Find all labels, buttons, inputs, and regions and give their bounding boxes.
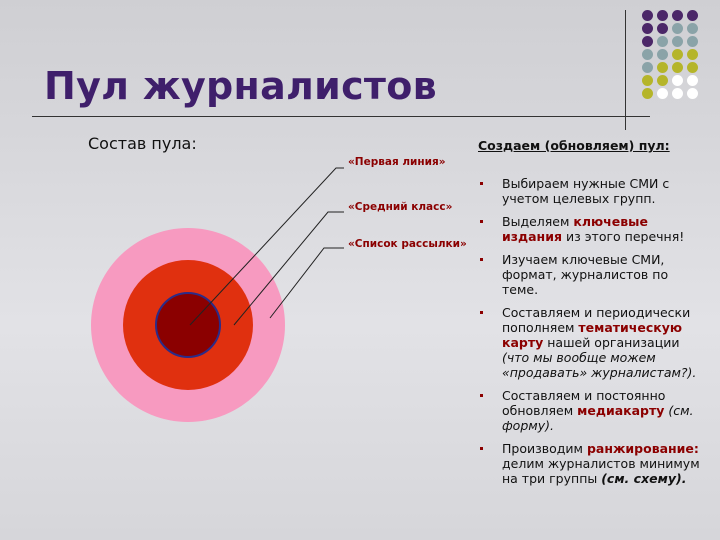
step-text: нашей организации [543, 335, 680, 350]
step-text: (см. форму). [502, 403, 694, 433]
steps-heading: Создаем (обновляем) пул: [478, 138, 670, 153]
ring-label-first-line: «Первая линия» [348, 156, 446, 168]
step-text: ранжирование: [586, 441, 699, 456]
step-text: медиакарту [577, 403, 665, 418]
bullet-icon [480, 311, 483, 314]
bullet-icon [480, 220, 483, 223]
step-text: Изучаем ключевые СМИ, формат, журналистов по теме. [502, 252, 669, 297]
bullet-icon [480, 447, 483, 450]
bullet-icon [480, 182, 483, 185]
slide-title: Пул журналистов [44, 64, 437, 108]
step-item [478, 441, 706, 486]
pool-subtitle: Состав пула: [88, 134, 197, 153]
step-text: (см. схему). [601, 471, 687, 486]
step-text: Выбираем нужные СМИ с учетом целевых групп. [502, 176, 670, 206]
step-text: Составляем и постоянно обновляем [502, 388, 666, 418]
step-text: Производим [502, 441, 587, 456]
step-text: Выделяем [502, 214, 574, 229]
ring-label-mailing-list: «Список рассылки» [348, 238, 467, 250]
step-item [478, 388, 706, 433]
ring-label-middle-class: «Средний класс» [348, 201, 453, 213]
step-text: из этого перечня! [561, 229, 685, 244]
step-text: ключевые издания [502, 214, 648, 244]
step-item [478, 176, 706, 206]
step-item [478, 305, 706, 380]
step-text: (что мы вообще можем «продавать» журналистам?). [502, 350, 697, 380]
bullet-icon [480, 394, 483, 397]
step-text: тематическую карту [502, 320, 683, 350]
steps-list [478, 176, 706, 486]
step-text: делим журналистов минимум на три группы [502, 456, 700, 486]
steps-panel [478, 138, 706, 494]
step-item [478, 214, 706, 244]
bullet-icon [480, 258, 483, 261]
step-item [478, 252, 706, 297]
step-text: Составляем и периодически пополняем [502, 305, 691, 335]
